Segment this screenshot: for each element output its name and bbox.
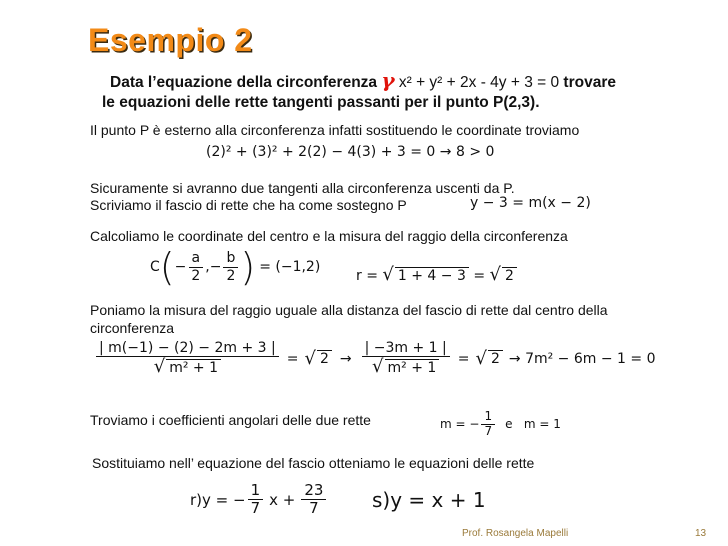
intro-line-1 <box>110 68 616 92</box>
intro-suffix: trovare <box>563 74 616 91</box>
distance-fraction-1 <box>96 340 279 378</box>
fraction-a-over-2 <box>188 250 203 283</box>
line-r-mid: x + <box>269 490 296 509</box>
radius-equals: = <box>473 268 486 284</box>
distance-denominator-1 <box>151 357 224 378</box>
paragraph-coefficients: Troviamo i coefficienti angolari delle due rette <box>90 412 371 428</box>
slide-title: Esempio 2 <box>88 22 253 58</box>
numerator-23: 23 <box>301 482 326 500</box>
numerator-b: b <box>223 250 238 267</box>
equals-1: = <box>286 350 299 367</box>
paragraph-external-point: Il punto P è esterno alla circonferenza infatti sostituendo le coordinate troviamo <box>90 122 580 138</box>
radius-result: 2 <box>502 267 517 285</box>
fraction-23-over-7 <box>301 482 326 518</box>
numerator-1: 1 <box>248 482 264 500</box>
sqrt-icon: √ <box>489 264 501 285</box>
fraction-b-over-2 <box>223 250 238 283</box>
paragraph-fascio: Scriviamo il fascio di rette che ha come sostegno P <box>90 197 407 213</box>
root-2-a: 2 <box>317 350 332 368</box>
coefficients-rest: e m = 1 <box>505 417 561 432</box>
radicand-2: m² + 1 <box>385 359 440 377</box>
sqrt-icon: √ <box>372 356 384 378</box>
paragraph-distance-a: Poniamo la misura del raggio uguale alla distanza del fascio di rette dal centro della <box>90 302 608 318</box>
denominator-7: 7 <box>484 423 493 438</box>
left-paren: ( <box>159 245 175 289</box>
sqrt-icon: √ <box>153 356 166 378</box>
radius-label: r = <box>356 268 378 284</box>
line-r-prefix: r)y = − <box>190 490 246 509</box>
paragraph-substitute: Sostituiamo nell’ equazione del fascio otteniamo le equazioni delle rette <box>92 455 535 471</box>
substitution-formula: (2)² + (3)² + 2(2) − 4(3) + 3 = 0 → 8 > 0 <box>206 144 495 160</box>
fraction-1-over-7 <box>248 482 264 518</box>
gamma-symbol: γ <box>381 68 395 92</box>
line-r-equation <box>190 482 328 518</box>
footer-page-number: 13 <box>695 528 707 539</box>
arrow-1: → <box>339 350 352 367</box>
radicand-1: m² + 1 <box>166 359 221 377</box>
denominator-7: 7 <box>250 499 261 518</box>
distance-numerator-1: | m(−1) − (2) − 2m + 3 | <box>96 340 279 357</box>
radius-radicand: 1 + 4 − 3 <box>395 267 469 285</box>
minus-sign: − <box>174 259 187 275</box>
paragraph-distance-b: circonferenza <box>90 320 175 336</box>
paragraph-two-tangents: Sicuramente si avranno due tangenti alla circonferenza uscenti da P. <box>90 180 515 196</box>
circle-equation: x² + y² + 2x - 4y + 3 = 0 <box>398 74 560 91</box>
sqrt-icon: √ <box>475 348 487 370</box>
line-s-equation: s)y = x + 1 <box>372 488 486 512</box>
denominator-2: 2 <box>191 267 201 284</box>
intro-prefix: Data l’equazione della circonferenza <box>110 74 378 91</box>
center-label: C <box>150 259 160 275</box>
coefficients-formula <box>440 410 561 439</box>
fascio-equation: y − 3 = m(x − 2) <box>470 195 591 211</box>
denominator-7: 7 <box>309 499 319 518</box>
footer-author: Prof. Rosangela Mapelli <box>462 528 569 539</box>
right-paren: ) <box>240 245 256 289</box>
fraction-1-over-7 <box>481 410 495 439</box>
sqrt-icon: √ <box>304 348 316 370</box>
equals-2: = <box>457 350 470 367</box>
center-result: = (−1,2) <box>259 259 321 275</box>
numerator-1: 1 <box>481 410 495 425</box>
numerator-a: a <box>189 250 204 267</box>
distance-numerator-2: | −3m + 1 | <box>362 340 450 357</box>
paragraph-center-radius: Calcoliamo le coordinate del centro e la misura del raggio della circonferenza <box>90 228 568 244</box>
radius-formula <box>356 264 517 285</box>
m-equals: m = − <box>440 417 480 432</box>
root-2-b: 2 <box>488 350 503 368</box>
distance-formula <box>94 340 655 378</box>
distance-fraction-2 <box>362 340 450 378</box>
distance-denominator-2 <box>369 357 442 378</box>
comma-minus: ,− <box>205 259 222 275</box>
denominator-2: 2 <box>226 267 236 284</box>
sqrt-icon: √ <box>382 264 394 285</box>
center-formula <box>150 245 321 289</box>
quadratic-result: → 7m² − 6m − 1 = 0 <box>508 350 656 367</box>
intro-line-2: le equazioni delle rette tangenti passanti per il punto P(2,3). <box>102 94 540 111</box>
